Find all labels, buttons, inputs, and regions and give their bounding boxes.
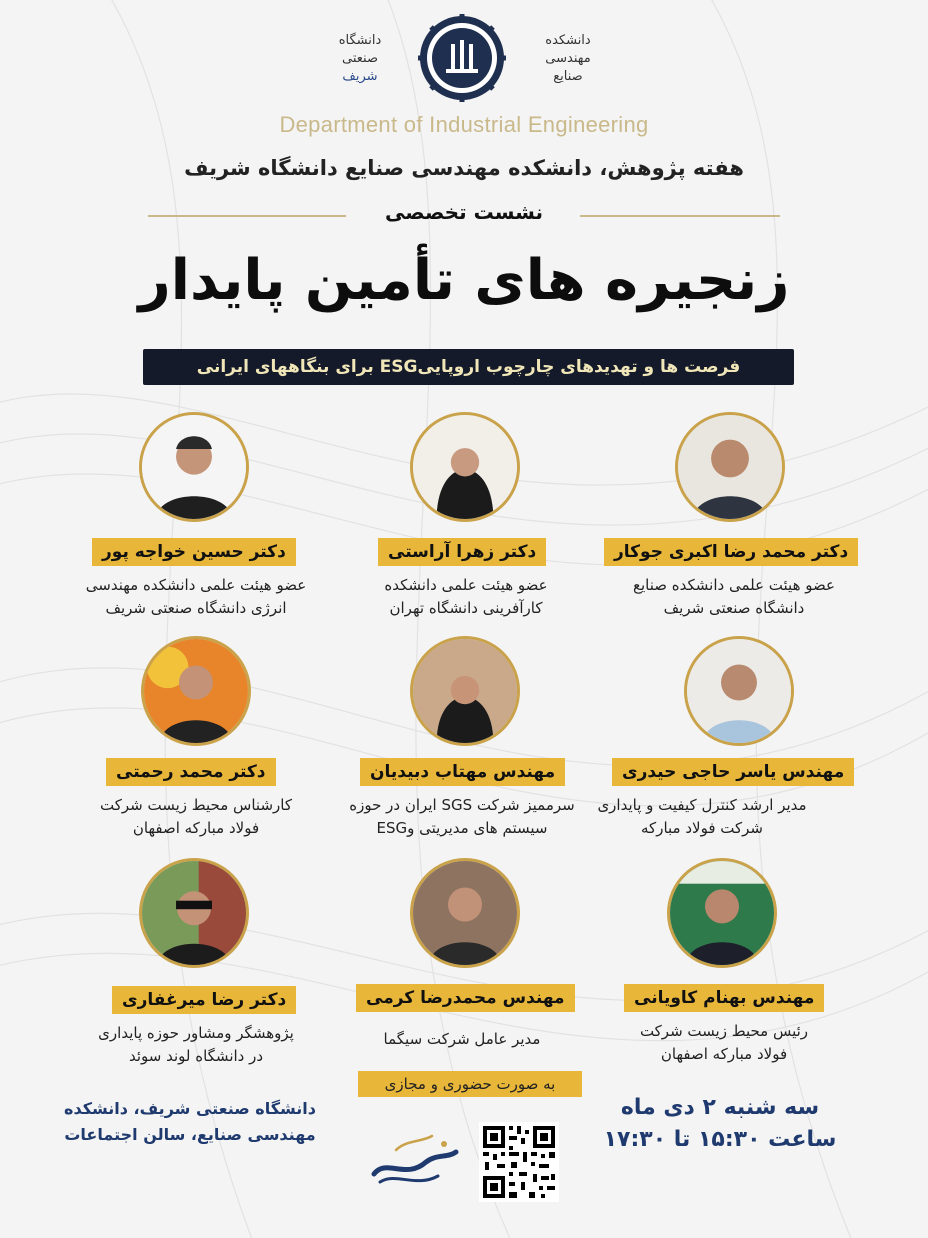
speaker-role-4-line-2: شرکت فولاد مبارکه — [641, 819, 763, 837]
qr-code-icon[interactable] — [479, 1122, 559, 1202]
speaker-role-4-line-1: مدیر ارشد کنترل کیفیت و پایداری — [597, 796, 807, 814]
uni-right-line-3: صنایع — [553, 69, 583, 84]
speaker-role-2-line-1: عضو هیئت علمی دانشکده — [384, 576, 548, 594]
speaker-role-9-line-2: در دانشگاه لوند سوئد — [128, 1047, 264, 1065]
speaker-name-5: مهندس مهتاب دبیدیان — [360, 758, 565, 786]
session-label: نشست تخصصی — [385, 200, 543, 224]
speaker-role-5-line-1: سرممیز شرکت SGS ایران در حوزه — [349, 796, 575, 814]
speaker-photo-3 — [139, 412, 249, 522]
speaker-role-1 — [584, 574, 884, 620]
speaker-name-3: دکتر حسین خواجه پور — [92, 538, 296, 566]
uni-left-line-2: صنعتی — [342, 51, 378, 66]
speaker-name-8: مهندس محمدرضا کرمی — [356, 984, 575, 1012]
event-datetime — [590, 1092, 850, 1156]
speaker-photo-7 — [667, 858, 777, 968]
speaker-role-6-line-2: فولاد مبارکه اصفهان — [132, 819, 260, 837]
speaker-role-9 — [46, 1022, 346, 1068]
event-date: سه شنبه ۲ دی ماه — [620, 1095, 820, 1120]
speaker-role-2 — [316, 574, 616, 620]
divider-right — [580, 215, 780, 217]
speaker-role-9-line-1: پژوهشگر ومشاور حوزه پایداری — [98, 1024, 294, 1042]
speaker-role-8-line-1: مدیر عامل شرکت سیگما — [383, 1030, 541, 1048]
uni-left-line-3: شریف — [342, 69, 378, 84]
uni-name-left — [320, 32, 400, 86]
venue-line-2: مهندسی صنایع، سالن اجتماعات — [64, 1125, 316, 1144]
speaker-role-3-line-1: عضو هیئت علمی دانشکده مهندسی — [85, 576, 307, 594]
event-time: ساعت ۱۵:۳۰ تا ۱۷:۳۰ — [603, 1127, 837, 1152]
speaker-role-8 — [312, 1028, 612, 1051]
venue — [40, 1096, 340, 1148]
subtitle-bar: فرصت ها و تهدیدهای چارچوب اروپاییESG برای بنگاههای ایرانی — [143, 349, 794, 385]
speaker-name-7: مهندس بهنام کاویانی — [624, 984, 824, 1012]
speaker-photo-8 — [410, 858, 520, 968]
speaker-name-1: دکتر محمد رضا اکبری جوکار — [604, 538, 858, 566]
research-week-logo-icon — [366, 1128, 462, 1194]
uni-right-line-2: مهندسی — [545, 51, 591, 66]
speaker-photo-4 — [684, 636, 794, 746]
department-title: Department of Industrial Engineering — [279, 112, 649, 137]
sharif-university-seal-icon — [418, 14, 506, 102]
uni-left-line-1: دانشگاه — [338, 33, 382, 48]
speaker-photo-6 — [141, 636, 251, 746]
speaker-photo-9 — [139, 858, 249, 968]
speaker-role-7-line-2: فولاد مبارکه اصفهان — [660, 1045, 788, 1063]
speaker-name-9: دکتر رضا میرغفاری — [112, 986, 296, 1014]
speaker-name-6: دکتر محمد رحمتی — [106, 758, 276, 786]
speaker-role-5 — [312, 794, 612, 840]
venue-line-1: دانشگاه صنعتی شریف، دانشکده — [64, 1099, 316, 1118]
session-row — [0, 200, 928, 230]
speaker-name-2: دکتر زهرا آراستی — [378, 538, 546, 566]
attendance-mode: به صورت حضوری و مجازی — [358, 1071, 582, 1097]
speaker-photo-2 — [410, 412, 520, 522]
speaker-role-6-line-1: کارشناس محیط زیست شرکت — [100, 796, 292, 814]
speaker-role-5-line-2: سیستم های مدیریتی وESG — [376, 819, 548, 837]
uni-right-line-1: دانشکده — [545, 33, 591, 48]
speaker-role-1-line-2: دانشگاه صنعتی شریف — [663, 599, 805, 617]
speaker-role-3 — [46, 574, 346, 620]
speaker-name-4: مهندس یاسر حاجی حیدری — [612, 758, 854, 786]
uni-name-right — [528, 32, 608, 86]
main-title: زنجیره های تأمین پایدار — [138, 248, 790, 313]
speaker-role-6 — [46, 794, 346, 840]
speaker-role-2-line-2: کارآفرینی دانشگاه تهران — [389, 599, 543, 617]
speaker-role-1-line-1: عضو هیئت علمی دانشکده صنایع — [633, 576, 835, 594]
speaker-role-3-line-2: انرژی دانشگاه صنعتی شریف — [105, 599, 287, 617]
research-week-title: هفته پژوهش، دانشکده مهندسی صنایع دانشگاه شریف — [184, 156, 744, 180]
speaker-role-7 — [574, 1020, 874, 1066]
speaker-role-7-line-1: رئیس محیط زیست شرکت — [639, 1022, 809, 1040]
speaker-photo-1 — [675, 412, 785, 522]
speaker-photo-5 — [410, 636, 520, 746]
